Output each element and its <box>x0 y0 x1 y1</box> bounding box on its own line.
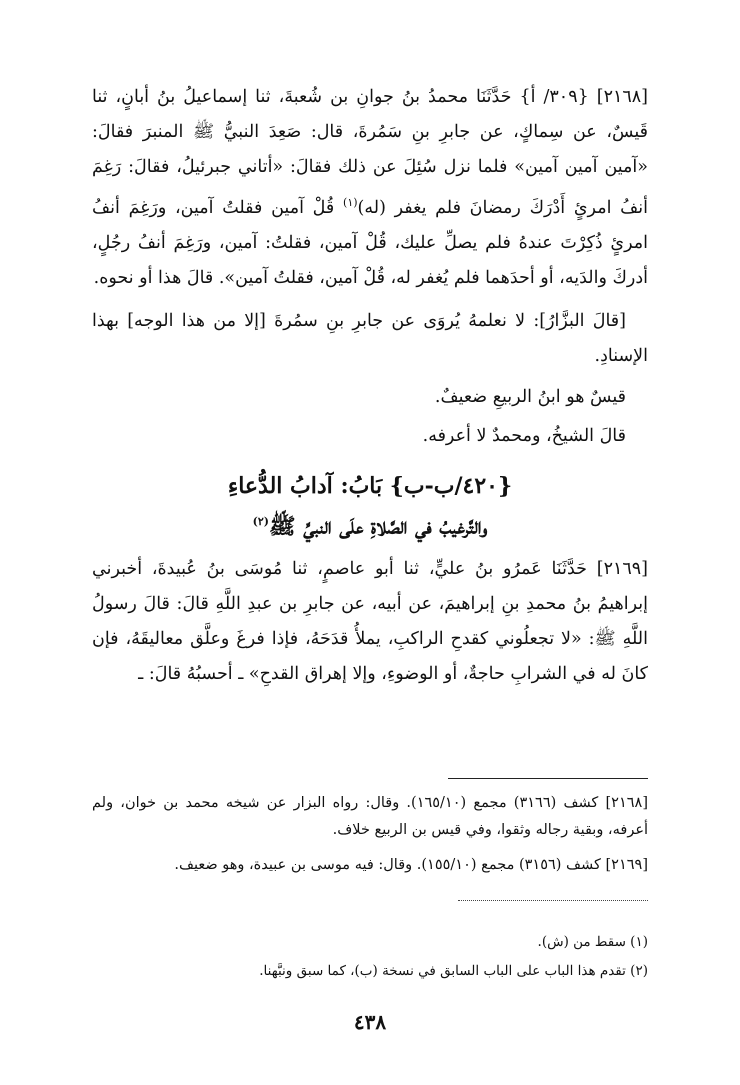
footnote-marker-2: (٢) <box>252 514 269 528</box>
footnotes <box>92 928 648 986</box>
takhrij-divider <box>448 778 648 779</box>
note-qays: قيسٌ هو ابنُ الربيعِ ضعيفٌ. <box>434 386 626 407</box>
main-text <box>92 80 648 692</box>
hadith-2168-text-after: قُلْ آمين فقلتُ آمين، ورَغِمَ أنفُ امرئٍ ذُكِرْتَ عندهُ فلم يصلِّ عليك، قُلْ آمين، فقلتُ: آمين، ورَغِمَ أنفُ رجُلٍ، أدركَ والدَيه، أو أحدَهما فلم يُغفر له، قُلْ آمين، فقلتُ آمين». قالَ هذا أو نحوه. <box>92 197 648 288</box>
hadith-2168 <box>92 80 648 296</box>
chapter-ref: {٤٢٠/ب-ب} <box>389 472 513 499</box>
page-number: ٤٣٨ <box>353 1010 387 1034</box>
note-shaykh: قالَ الشيخُ، ومحمدٌ لا أعرفه. <box>422 425 626 446</box>
chapter-heading-line2 <box>92 504 648 544</box>
takhrij-notes <box>92 790 648 887</box>
footnote-divider <box>458 900 648 901</box>
footnote-1: (١) سقط من (ش). <box>537 934 648 950</box>
hadith-2169: [٢١٦٩] حَدَّثَنَا عَمرُو بنُ عليٍّ، ثنا أبو عاصمٍ، ثنا مُوسَى بنُ عُبيدةَ، أخبرني إبراهيمُ بنُ محمدِ بنِ إبراهيمَ، عن أبيه، عن جابرِ بن عبدِ اللَّهِ قالَ: قالَ رسولُ اللَّهِ ﷺ: «لا تجعلُوني كقدحِ الراكبِ، يملأُ قدَحَهُ، فإذا فرغَ وعلَّق معاليقَهُ، فإن كانَ له في الشرابِ حاجةٌ، أو الوضوءِ، وإلا إهراق القدحِ» ـ أحسبُهُ قالَ: ـ <box>92 559 648 685</box>
takhrij-2169: [٢١٦٩] كشف (٣١٥٦) مجمع (١٥٥/١٠). وقال: فيه موسى بن عبيدة، وهو ضعيف. <box>174 857 648 873</box>
footnote-marker-1: (١) <box>343 196 358 209</box>
chapter-heading-line1 <box>92 468 648 504</box>
chapter-title-line2: والتَّرغيبُ في الصَّلاةِ علَى النبيِّ ﷺ <box>268 513 488 540</box>
chapter-title-line1: بَابُ: آدابُ الدُّعاءِ <box>227 472 383 499</box>
takhrij-2168: [٢١٦٨] كشف (٣١٦٦) مجمع (١٦٥/١٠). وقال: رواه البزار عن شيخه محمد بن خوان، ولم أعرفه، وبقية رجاله وثقوا، وفي قيس بن الربيع خلاف. <box>92 795 648 838</box>
footnote-2: (٢) تقدم هذا الباب على الباب السابق في نسخة (ب)، كما سبق ونبَّهنا. <box>259 963 648 979</box>
hadith-2168-text: [٢١٦٨] {٣٠٩/ أ} حَدَّثَنَا محمدُ بنُ جوانِ بن شُعبةَ، ثنا إسماعيلُ بنُ أبانٍ، ثنا قَيسٌ، عن سِماكٍ، عن جابرِ بنِ سَمُرةَ، قال: صَعِدَ النبيُّ ﷺ المنبرَ فقالَ: «آمين آمين آمين» فلما نزل سُئِلَ عن ذلك فقالَ: «أتاني جبرئيلُ، فقالَ: رَغِمَ أنفُ امرئٍ أَدْرَكَ رمضانَ فلم يغفر (له) <box>92 87 648 218</box>
bazzar-note: [قالَ البزَّارُ]: لا نعلمهُ يُروَى عن جابرِ بنِ سمُرةَ [إلا من هذا الوجه] بهذا الإسنادِ. <box>92 310 648 366</box>
chapter-heading <box>92 468 648 544</box>
